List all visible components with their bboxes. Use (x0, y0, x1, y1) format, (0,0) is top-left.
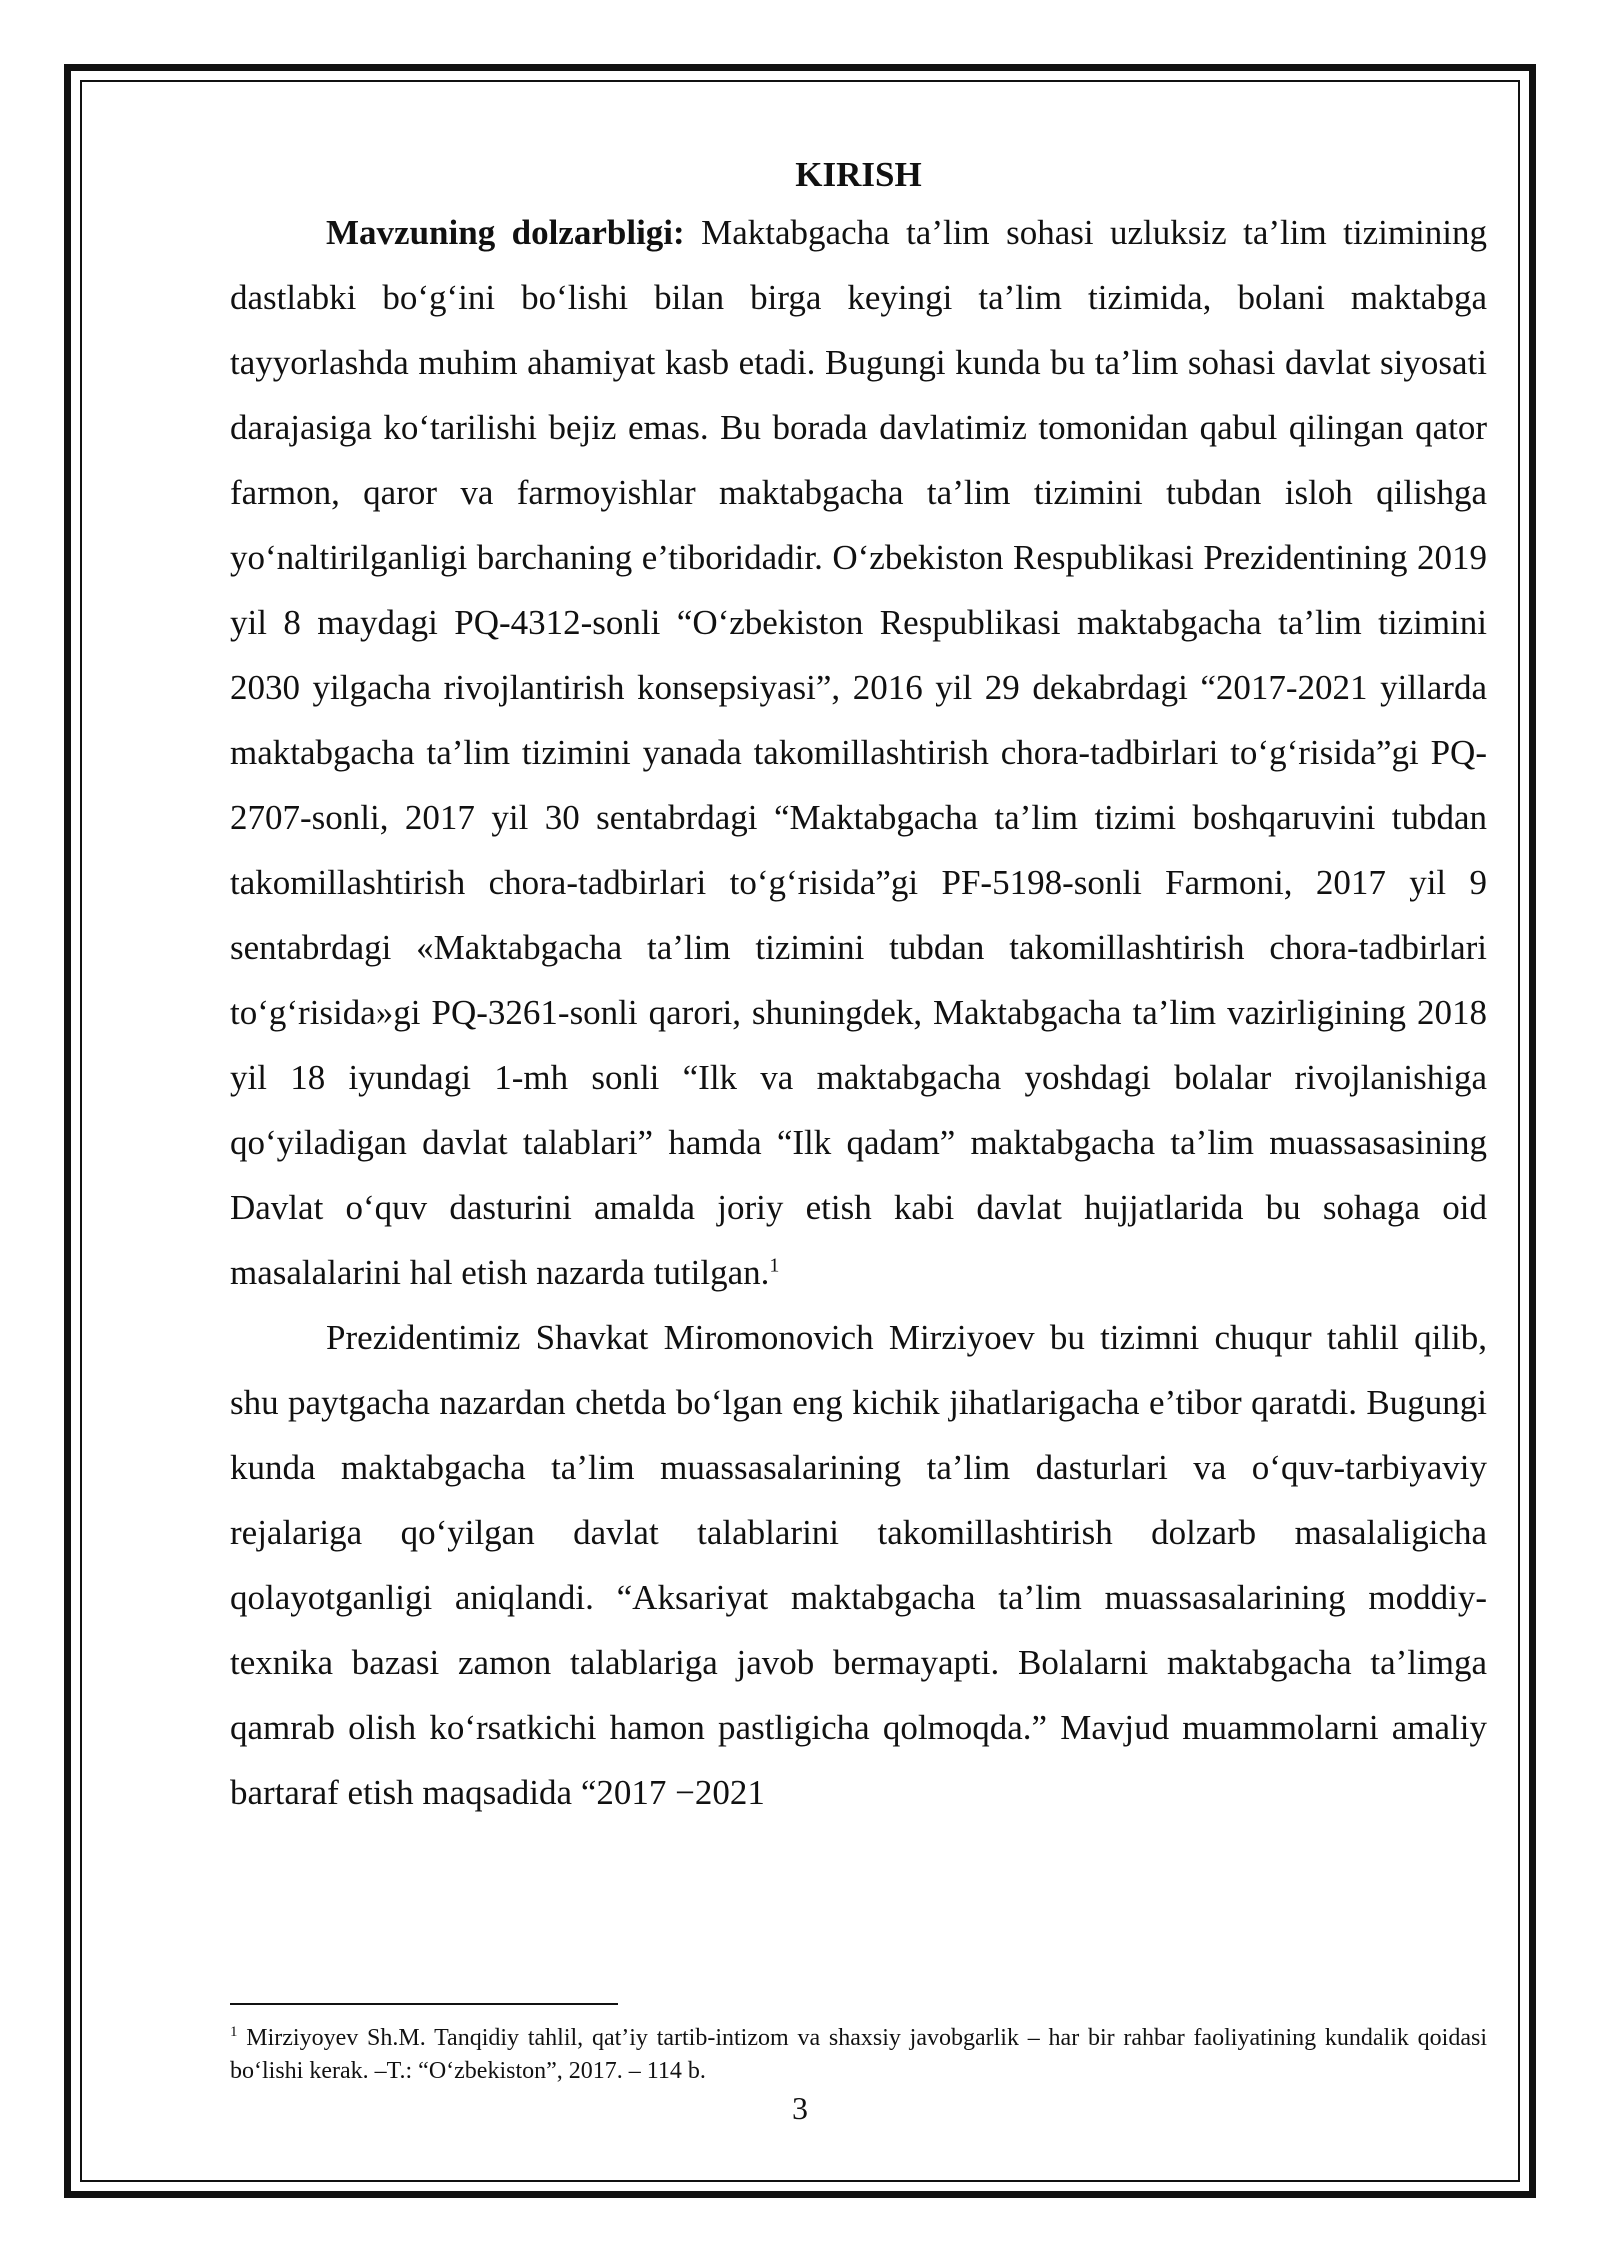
paragraph-relevance (230, 200, 1487, 1305)
footnote (230, 2022, 1487, 2088)
footnote-text: Mirziyoyev Sh.M. Tanqidiy tahlil, qat’iy tartib-intizom va shaxsiy javobgarlik – har bir rahbar faoliyatining kundalik qoidasi bo‘lishi kerak. –T.: “O‘zbekiston”, 2017. – 114 b. (230, 2025, 1487, 2084)
main-content (230, 150, 1487, 1825)
paragraph-president: Prezidentimiz Shavkat Miromonovich Mirziyoev bu tizimni chuqur tahlil qilib, shu paytgacha nazardan chetda bo‘lgan eng kichik jihatlarigacha e’tibor qaratdi. Bugungi kunda maktabgacha ta’lim muassasalarining ta’lim dasturlari va o‘quv-tarbiyaviy rejalariga qo‘yilgan davlat talablarini takomillashtirish dolzarb masalaligicha qolayotganligi aniqlandi. “Aksariyat maktabgacha ta’lim muassasalarining moddiy- texnika bazasi zamon talablariga javob bermayapti. Bolalarni maktabgacha ta’limga qamrab olish ko‘rsatkichi hamon pastligicha qolmoqda.” Mavjud muammolarni amaliy bartaraf etish maqsadida “2017 −2021 (230, 1318, 1487, 1812)
page-number: 3 (792, 2090, 808, 2126)
footnote-separator (230, 2003, 618, 2005)
footnote-reference[interactable]: 1 (769, 1254, 780, 1277)
footnote-marker: 1 (230, 2024, 238, 2040)
section-heading: KIRISH (795, 155, 922, 194)
paragraph-lead: Mavzuning dolzarbligi: (326, 213, 685, 252)
paragraph-text: Maktabgacha ta’lim sohasi uzluksiz ta’lim tizimining dastlabki bo‘g‘ini bo‘lishi bilan birga keyingi ta’lim tizimida, bolani maktabga tayyorlashda muhim ahamiyat kasb etadi. Bugungi kunda bu ta’lim sohasi davlat siyosati darajasiga ko‘tarilishi bejiz emas. Bu borada davlatimiz tomonidan qabul qilingan qator farmon, qaror va farmoyishlar maktabgacha ta’lim tizimini tubdan isloh qilishga yo‘naltirilganligi barchaning e’tiboridadir. O‘zbekiston Respublikasi Prezidentining 2019 yil 8 maydagi PQ-4312-sonli “O‘zbekiston Respublikasi maktabgacha ta’lim tizimini 2030 yilgacha rivojlantirish konsepsiyasi”, 2016 yil 29 dekabrdagi “2017-2021 yillarda maktabgacha ta’lim tizimini yanada takomillashtirish chora-tadbirlari to‘g‘risida”gi PQ-2707-sonli, 2017 yil 30 sentabrdagi “Maktabgacha ta’lim tizimi boshqaruvini tubdan takomillashtirish chora-tadbirlari to‘g‘risida”gi PF-5198-sonli Farmoni, 2017 yil 9 sentabrdagi «Maktabgacha ta’lim tizimini tubdan takomillashtirish chora-tadbirlari to‘g‘risida»gi PQ-3261-sonli qarori, shuningdek, Maktabgacha ta’lim vazirligining 2018 yil 18 iyundagi 1-mh sonli “Ilk va maktabgacha yoshdagi bolalar rivojlanishiga qo‘yiladigan davlat talablari” hamda “Ilk qadam” maktabgacha ta’lim muassasasining Davlat o‘quv dasturini amalda joriy etish kabi davlat hujjatlarida bu sohaga oid masalalarini hal etish nazarda tutilgan. (230, 213, 1487, 1292)
